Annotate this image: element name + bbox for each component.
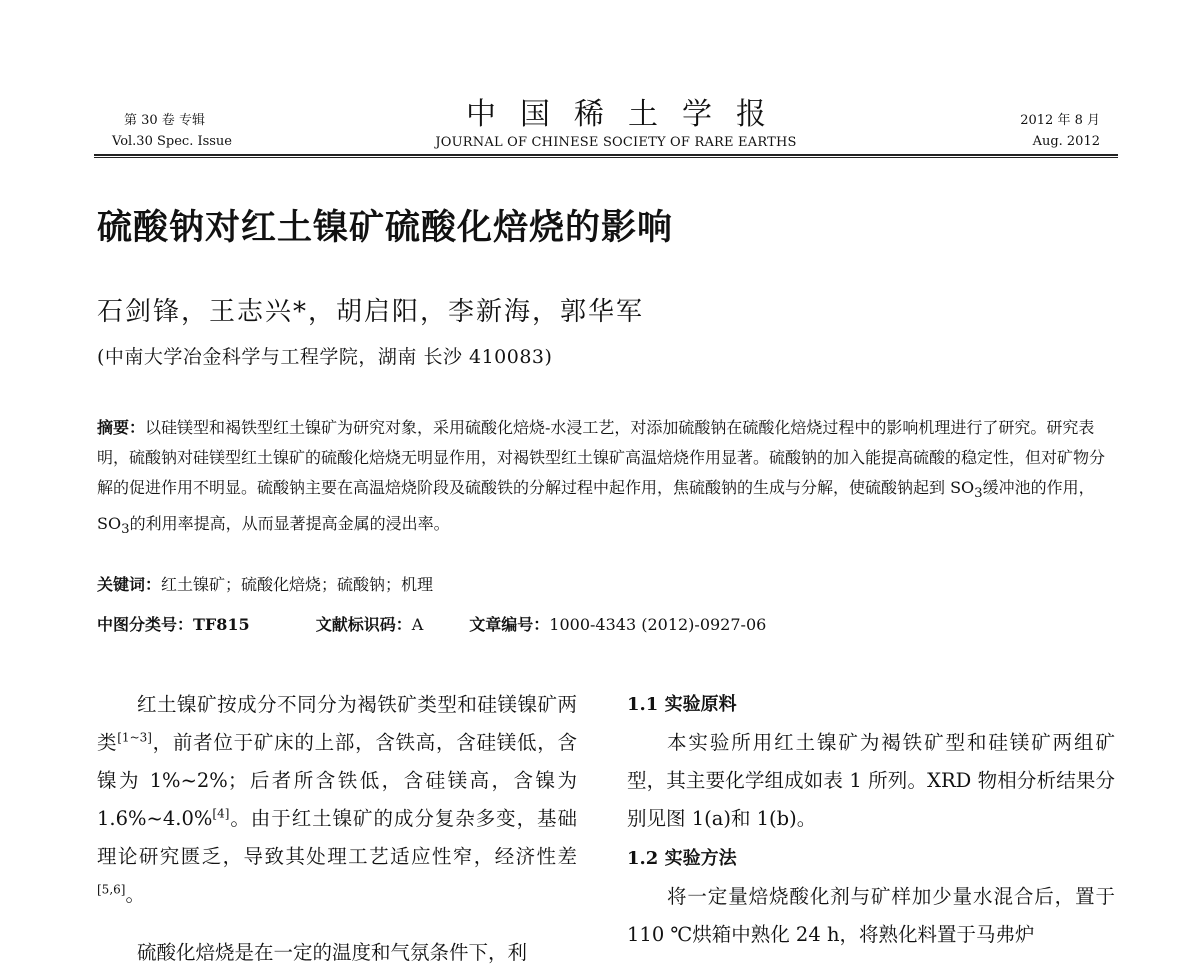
intro-paragraph-2: 硫酸化焙烧是在一定的温度和气氛条件下，利 — [137, 941, 528, 964]
journal-title-cn: 中国稀土学报 — [466, 97, 790, 132]
article-title: 硫酸钠对红土镍矿硫酸化焙烧的影响 — [97, 207, 674, 248]
article-number-value: 1000-4343 (2012)-0927-06 — [549, 615, 767, 634]
abstract — [97, 413, 1117, 545]
citation-ref: [5,6] — [97, 882, 126, 897]
header-volume — [112, 110, 232, 152]
abstract-text-part2: 缓冲池的作用，SO — [97, 478, 1095, 534]
abstract-subscript-1: 3 — [974, 486, 983, 502]
citation-ref: [1~3] — [117, 730, 152, 745]
keywords — [97, 570, 433, 600]
method-paragraph: 将一定量焙烧酸化剂与矿样加少量水混合后，置于 110 ℃烘箱中熟化 24 h，将熟化料置于马弗炉 — [627, 885, 1115, 946]
doc-code-label: 文献标识码： — [315, 615, 412, 634]
header-date — [1020, 110, 1100, 152]
header-rule — [94, 154, 1118, 158]
section-heading-1-1: 1.1 实验原料 — [627, 694, 737, 715]
clc-label: 中图分类号： — [97, 615, 194, 634]
clc-value: TF815 — [193, 615, 250, 634]
date-en: Aug. 2012 — [1032, 134, 1100, 149]
volume-cn: 第 30 卷 专辑 — [124, 113, 205, 128]
intro-p1-text-b: ，前者位于矿床的上部，含铁高，含硅镁低，含镍为 1%~2%；后者所含铁低，含硅镁高，含镍为 1.6%~4.0% — [97, 731, 577, 830]
article-affiliation: (中南大学冶金科学与工程学院，湖南 长沙 410083) — [97, 346, 553, 368]
abstract-text-part3: 的利用率提高，从而显著提高金属的浸出率。 — [129, 514, 450, 534]
intro-p1-text-d: 。 — [125, 883, 145, 906]
keywords-text: 红土镍矿；硫酸化焙烧；硫酸钠；机理 — [161, 575, 434, 594]
volume-en: Vol.30 Spec. Issue — [112, 134, 232, 149]
abstract-text-part1: 以硅镁型和褐铁型红土镍矿为研究对象，采用硫酸化焙烧-水浸工艺，对添加硫酸钠在硫酸化焙烧过程中的影响机理进行了研究。研究表明，硫酸钠对硅镁型红土镍矿的硫酸化焙烧无明显作用，对褐铁型红土镍矿高温焙烧作用显著。硫酸钠的加入能提高硫酸的稳定性，但对矿物分解的促进作用不明显。硫酸钠主要在高温焙烧阶段及硫酸铁的分解过程中起作用，焦硫酸钠的生成与分解，使硫酸钠起到 SO — [97, 418, 1106, 497]
date-cn: 2012 年 8 月 — [1020, 113, 1100, 128]
intro-p1-text-c: 。由于红土镍矿的成分复杂多变，基础理论研究匮乏，导致其处理工艺适应性窄，经济性差 — [97, 807, 577, 868]
doc-code-value: A — [411, 615, 424, 634]
header-journal — [430, 96, 802, 152]
keywords-label: 关键词： — [97, 575, 162, 594]
abstract-subscript-2: 3 — [121, 522, 130, 538]
article-authors: 石剑锋，王志兴*，胡启阳，李新海，郭华军 — [97, 297, 645, 327]
citation-ref: [4] — [212, 806, 230, 821]
body-column-right — [627, 686, 1115, 954]
journal-title-en: JOURNAL OF CHINESE SOCIETY OF RARE EARTHS — [435, 135, 797, 150]
body-column-left — [97, 686, 577, 972]
article-number-label: 文章编号： — [469, 615, 550, 634]
intro-p1-text-a: 红土镍矿按成分不同分为褐铁矿类型和硅镁镍矿两类 — [97, 693, 577, 754]
section-heading-1-2: 1.2 实验方法 — [627, 848, 737, 869]
materials-paragraph: 本实验所用红土镍矿为褐铁矿型和硅镁矿两组矿型，其主要化学组成如表 1 所列。XRD 物相分析结果分别见图 1(a)和 1(b)。 — [627, 731, 1115, 830]
intro-paragraph-1 — [97, 686, 577, 914]
classification-line — [97, 610, 766, 640]
abstract-label: 摘要： — [97, 418, 146, 437]
